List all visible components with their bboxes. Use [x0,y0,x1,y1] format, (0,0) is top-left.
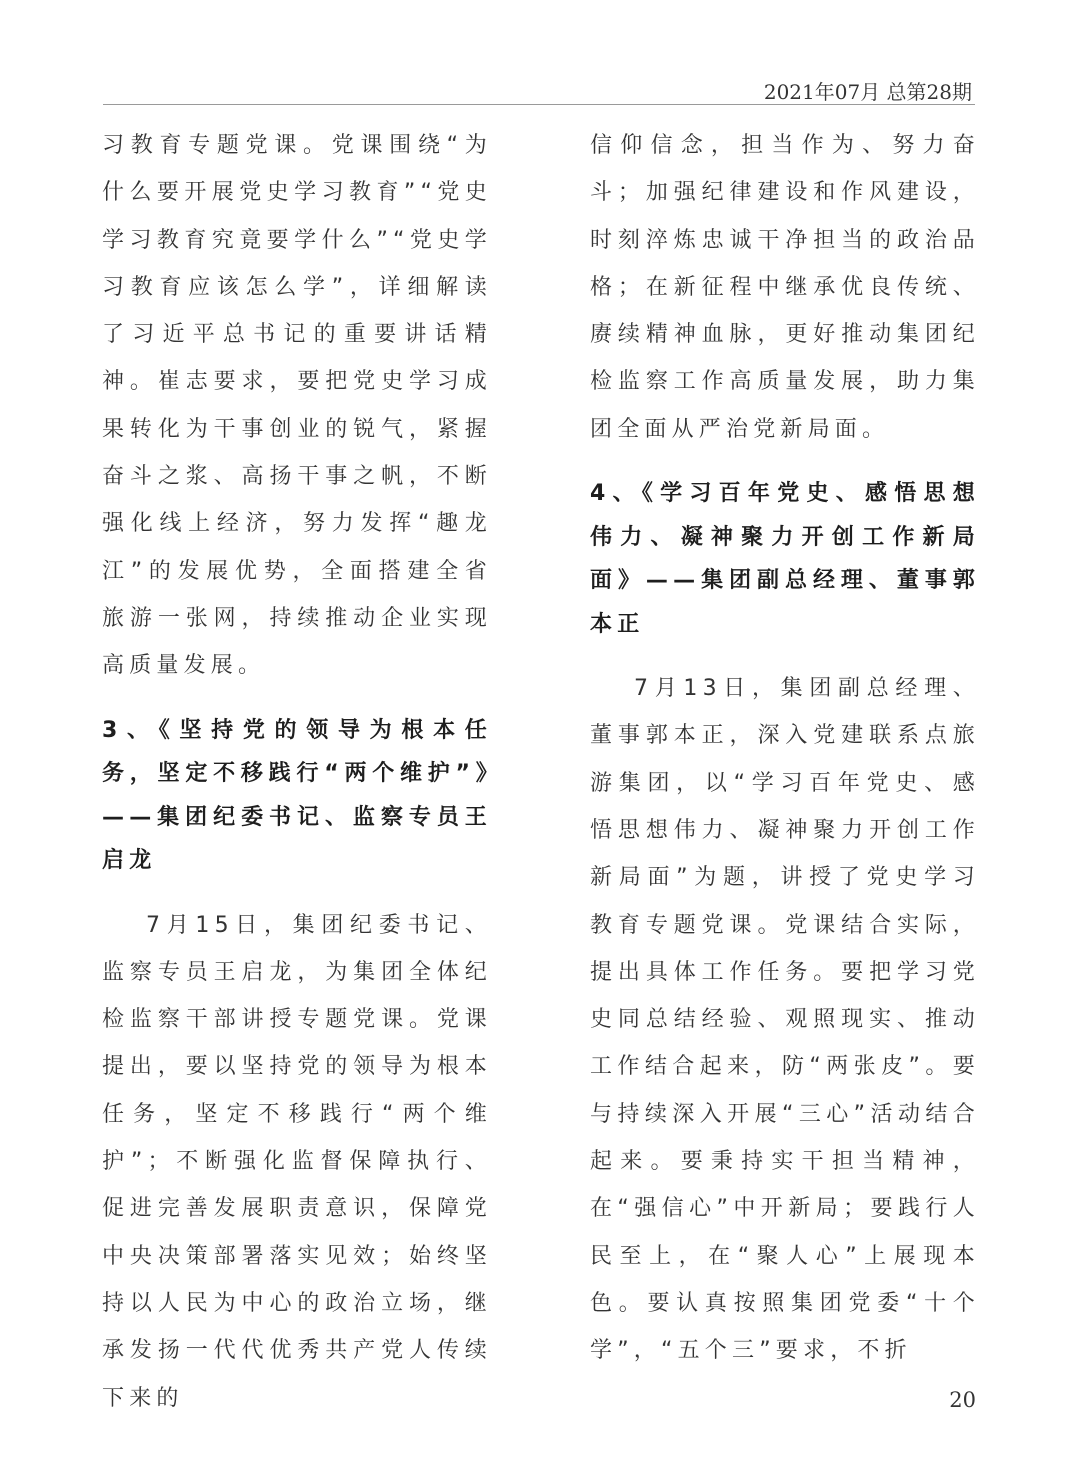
paragraph-continued-left: 习教育专题党课。党课围绕“为什么要开展党史学习教育”“党史学习教育究竟要学什么”“党史学习教育应该怎么学”，详细解读了习近平总书记的重要讲话精神。崔志要求，要把党史学习成果转化为干事创业的锐气，紧握奋斗之浆、高扬干事之帆，不断强化线上经济，努力发挥“趣龙江”的发展优势，全面搭建全省旅游一张网，持续推动企业实现高质量发展。 [102,133,492,679]
issue-label: 2021年07月 总第28期 [763,80,972,104]
section-4-heading: 4、《学习百年党史、感悟思想伟力、凝神聚力开创工作新局面》——集团副总经理、董事郭本正 [590,481,980,637]
page-number: 20 [949,1388,976,1412]
section-4-paragraph: 7月13日，集团副总经理、董事郭本正，深入党建联系点旅游集团，以“学习百年党史、感悟思想伟力、凝神聚力开创工作新局面”为题，讲授了党史学习教育专题党课。党课结合实际，提出具体工作任务。要把学习党史同总结经验、观照现实、推动工作结合起来，防“两张皮”。要与持续深入开展“三心”活动结合起来。要秉持实干担当精神，在“强信心”中开新局；要践行人民至上，在“聚人心”上展现本色。要认真按照集团党委“十个学”，“五个三”要求，不折 [590,676,980,1364]
paragraph-continued-right: 信仰信念，担当作为、努力奋斗；加强纪律建设和作风建设，时刻淬炼忠诚干净担当的政治品格；在新征程中继承优良传统、赓续精神血脉，更好推动集团纪检监察工作高质量发展，助力集团全面从严治党新局面。 [590,133,980,442]
page-header [103,70,975,105]
section-3-paragraph: 7月15日，集团纪委书记、监察专员王启龙，为集团全体纪检监察干部讲授专题党课。党课提出，要以坚持党的领导为根本任务，坚定不移践行“两个维护”；不断强化监督保障执行、促进完善发展职责意识，保障党中央决策部署落实见效；始终坚持以人民为中心的政治立场，继承发扬一代代优秀共产党人传续下来的 [102,912,492,1411]
right-column [590,122,980,1375]
section-3-heading: 3、《坚持党的领导为根本任务，坚定不移践行“两个维护”》——集团纪委书记、监察专员王启龙 [102,717,492,874]
left-column [102,122,492,1422]
